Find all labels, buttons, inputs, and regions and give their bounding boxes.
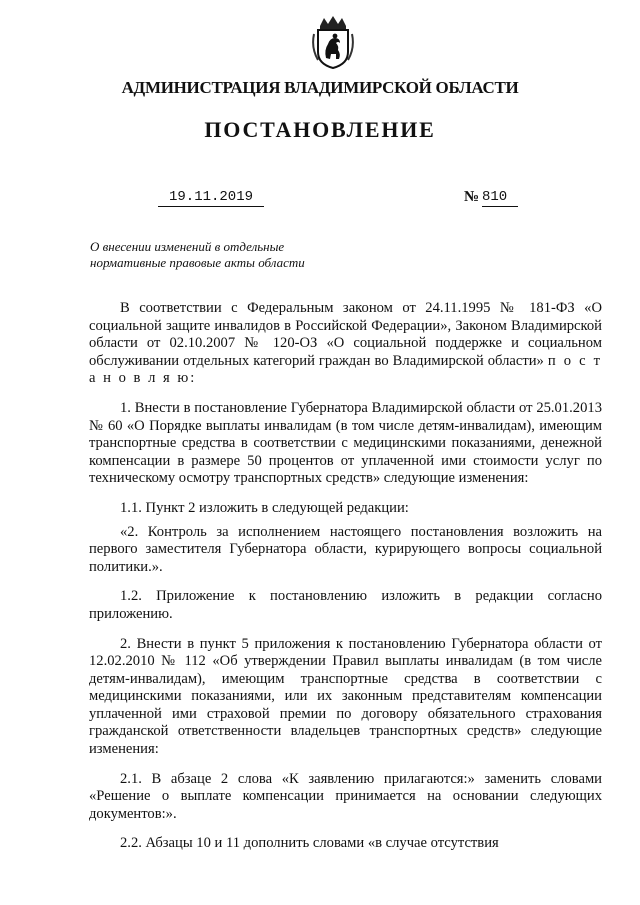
coat-of-arms-icon	[310, 14, 356, 70]
paragraph-2: 2. Внести в пункт 5 приложения к постановлению Губернатора области от 12.02.2010 № 112 «Об утверждении Правил выплаты инвалидам (в том числе детям-инвалидам), имеющим транспортные средства в соответствии с медицинскими показаниями, или их законным представителям компенсации уплаченной ими страховой премии по договору обязательного страхования гражданской ответственности владельцев транспортных средств» следующие изменения:	[89, 635, 602, 758]
document-date: 19.11.2019	[158, 188, 264, 207]
subject-line: нормативные правовые акты области	[90, 255, 305, 270]
paragraph-1-2: 1.2. Приложение к постановлению изложить в редакции согласно приложению.	[89, 588, 602, 622]
paragraph-1: 1. Внести в постановление Губернатора Владимирской области от 25.01.2013 № 60 «О Порядке выплаты инвалидам (в том числе детям-инвалидам), имеющим транспортные средства в соответствии с медицинскими показаниями, денежной компенсации в размере 50 процентов от уплаченной ими стоимости услуг по техническому осмотру транспортных средств» следующие изменения:	[89, 399, 602, 487]
agency-name: АДМИНИСТРАЦИЯ ВЛАДИМИРСКОЙ ОБЛАСТИ	[121, 78, 519, 97]
document-subject	[90, 239, 330, 271]
paragraph-1-1: 1.1. Пункт 2 изложить в следующей редакции:	[120, 499, 409, 516]
subject-line: О внесении изменений в отдельные	[90, 239, 285, 254]
document-body	[89, 300, 602, 865]
preamble-text: В соответствии с Федеральным законом от 24.11.1995 № 181-ФЗ «О социальной защите инвалидов в Российской Федерации», Законом Владимирской области от 02.10.2007 № 120-ОЗ «О социальной поддержке и социальном обслуживании отдельных категорий граждан во Владимирской области»	[89, 300, 602, 369]
document-type-title: ПОСТАНОВЛЕНИЕ	[204, 117, 436, 142]
paragraph-1-1-quote: «2. Контроль за исполнением настоящего постановления возложить на первого заместителя Губернатора области, курирующего вопросы социальной политики.».	[89, 523, 602, 575]
paragraph-2-2: 2.2. Абзацы 10 и 11 дополнить словами «в случае отсутствия	[120, 835, 499, 852]
document-number: 810	[482, 188, 518, 207]
preamble-paragraph	[89, 300, 602, 388]
decree-word: п о с т а н о в л я ю:	[89, 352, 603, 387]
paragraph-2-1: 2.1. В абзаце 2 слова «К заявлению прилагаются:» заменить словами «Решение о выплате компенсации принимается на основании следующих документов:».	[89, 770, 602, 822]
number-sign: №	[464, 189, 480, 205]
